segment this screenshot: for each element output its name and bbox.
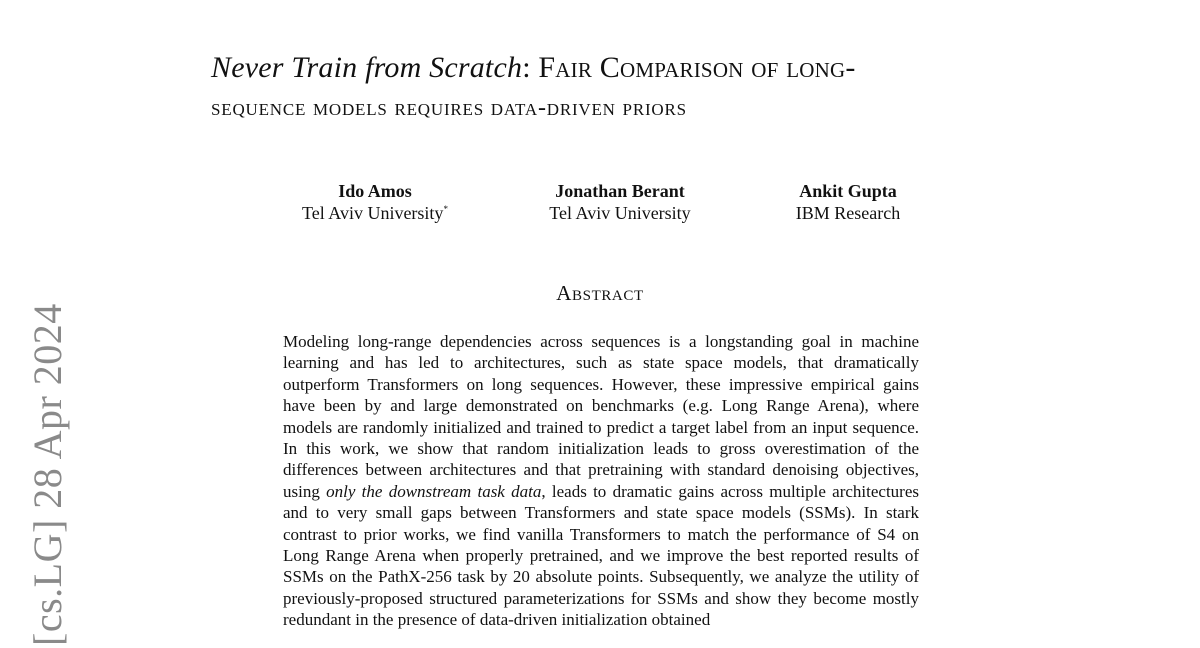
affiliation-text: Tel Aviv University [302, 203, 444, 223]
title-line2: sequence models requires data-driven priors [211, 95, 687, 121]
abstract-heading: Abstract [556, 281, 644, 305]
title-rest-line1: : Fair Comparison of long- [522, 51, 856, 84]
abstract-body [283, 331, 919, 631]
title-italic-part: Never Train from Scratch [211, 51, 523, 84]
author-block-3 [784, 180, 912, 224]
abstract-text-part2: , leads to dramatic gains across multiple architectures and to very small gaps between Transformers and state space models (SSMs). In stark contrast to prior works, we find vanilla Transformers to match the performance of S4 on Long Range Arena when properly pretrained, and we improve the best reported results of SSMs on the PathX-256 task by 20 absolute points. Subsequently, we analyze the utility of previously-proposed structured parameterizations for SSMs and show they become mostly redundant in the presence of data-driven initialization obtained [283, 481, 920, 630]
footnote-mark: * [443, 204, 448, 214]
author-name: Ankit Gupta [799, 181, 897, 201]
author-affiliation [286, 202, 464, 224]
author-block-1 [286, 180, 464, 224]
author-affiliation: IBM Research [795, 203, 901, 223]
author-name: Jonathan Berant [555, 181, 685, 201]
author-affiliation: Tel Aviv University [549, 203, 691, 223]
abstract-emphasis: only the downstream task data [326, 481, 542, 501]
author-name: Ido Amos [338, 181, 412, 201]
arxiv-watermark: [cs.LG] 28 Apr 2024 [25, 303, 70, 646]
abstract-text-part1: Modeling long-range dependencies across sequences is a longstanding goal in machine learning and has led to architectures, such as state space models, that dramatically outperform Transformers on long sequences. However, these impressive empirical gains have been by and large demonstrated on benchmarks (e.g. Long Range Arena), where models are randomly initialized and trained to predict a target label from an input sequence. In this work, we show that random initialization leads to gross overestimation of the differences between architectures and that pretraining with standard denoising objectives, using [283, 332, 919, 501]
author-block-2 [535, 180, 705, 224]
paper-title [211, 48, 1011, 128]
